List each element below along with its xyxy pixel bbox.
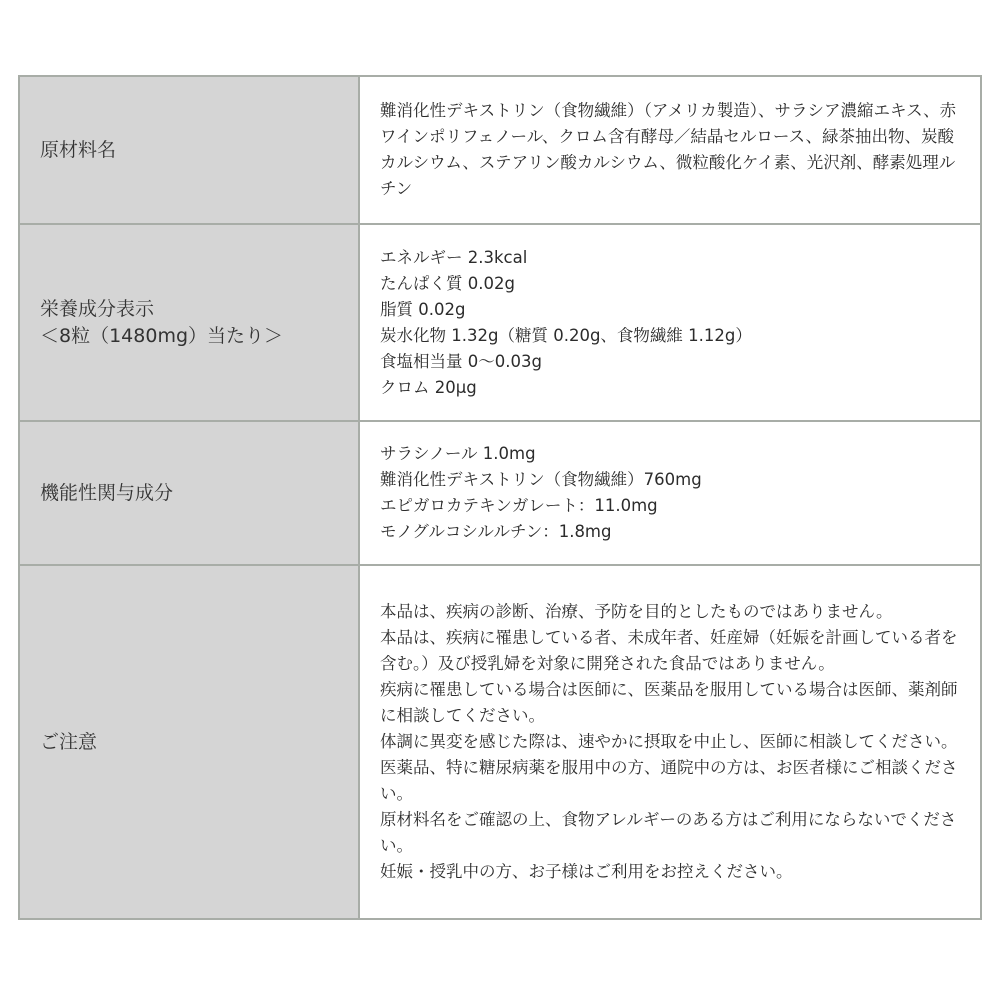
nutrition-item-protein: たんぱく質 0.02g — [380, 273, 515, 293]
nutrition-label-title: 栄養成分表示 — [40, 297, 155, 320]
caution-item: 本品は、疾病に罹患している者、未成年者、妊産婦（妊娠を計画している者を含む。）及び授乳婦を対象に開発された食品ではありません。 — [380, 628, 958, 673]
caution-item: 本品は、疾病の診断、治療、予防を目的としたものではありません。 — [380, 602, 893, 621]
caution-row — [19, 565, 981, 919]
nutrition-item-fat: 脂質 0.02g — [380, 299, 466, 319]
nutrition-item-carbohydrate: 炭水化物 1.32g（糖質 0.20g、食物繊維 1.12g） — [380, 325, 752, 345]
nutrition-label — [19, 224, 359, 421]
nutrition-item-salt: 食塩相当量 0〜0.03g — [380, 351, 542, 371]
functional-item-egcg: エピガロカテキンガレート：11.0mg — [380, 496, 658, 515]
functional-item-rutin: モノグルコシルルチン：1.8mg — [380, 522, 612, 541]
functional-values — [359, 421, 981, 565]
caution-label: ご注意 — [19, 565, 359, 919]
functional-label: 機能性関与成分 — [19, 421, 359, 565]
materials-label: 原材料名 — [19, 76, 359, 224]
nutrition-values — [359, 224, 981, 421]
nutrition-item-chromium: クロム 20μg — [380, 377, 477, 397]
caution-item: 体調に異変を感じた際は、速やかに摂取を中止し、医師に相談してください。 — [380, 732, 958, 751]
product-info-table — [18, 75, 982, 920]
materials-value: 難消化性デキストリン（食物繊維）（アメリカ製造）、サラシア濃縮エキス、赤ワインポリフェノール、クロム含有酵母／結晶セルロース、緑茶抽出物、炭酸カルシウム、ステアリン酸カルシウム、微粒酸化ケイ素、光沢剤、酵素処理ルチン — [359, 76, 981, 224]
nutrition-label-serving: ＜8粒（1480mg）当たり＞ — [40, 324, 284, 347]
functional-item-dextrin: 難消化性デキストリン（食物繊維）760mg — [380, 470, 702, 489]
functional-item-salacinol: サラシノール 1.0mg — [380, 444, 536, 463]
caution-item: 疾病に罹患している場合は医師に、医薬品を服用している場合は医師、薬剤師に相談してください。 — [380, 680, 958, 725]
caution-item: 医薬品、特に糖尿病薬を服用中の方、通院中の方は、お医者様にご相談ください。 — [380, 758, 958, 803]
nutrition-item-energy: エネルギー 2.3kcal — [380, 247, 528, 267]
nutrition-row — [19, 224, 981, 421]
materials-row — [19, 76, 981, 224]
caution-values — [359, 565, 981, 919]
caution-item: 妊娠・授乳中の方、お子様はご利用をお控えください。 — [380, 862, 793, 881]
caution-item: 原材料名をご確認の上、食物アレルギーのある方はご利用にならないでください。 — [380, 810, 957, 855]
functional-row — [19, 421, 981, 565]
